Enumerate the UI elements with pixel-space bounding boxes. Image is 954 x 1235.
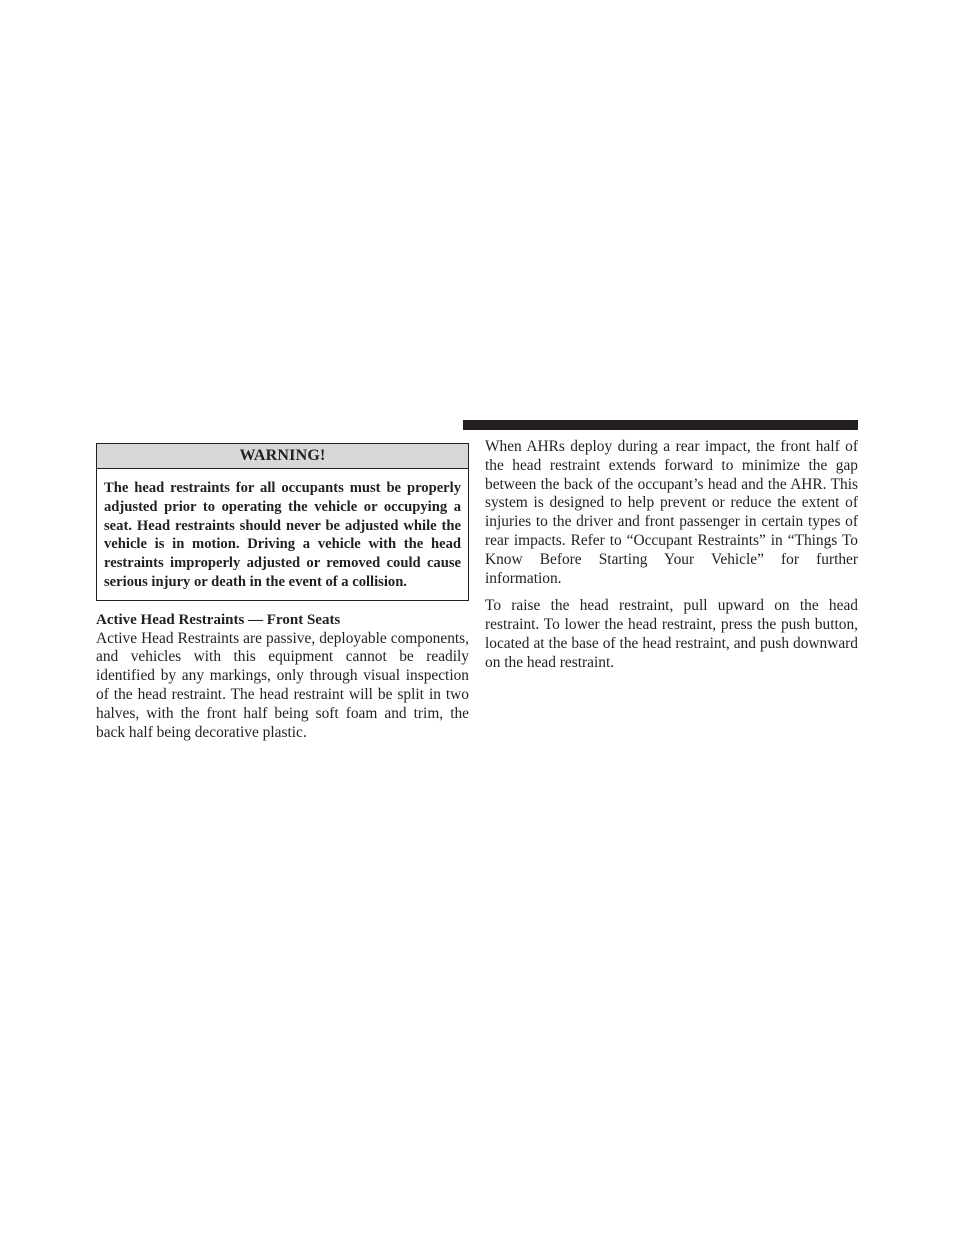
right-column bbox=[485, 438, 858, 673]
section-paragraph: Active Head Restraints are passive, deployable components, and vehicles with this equipment cannot be readily identified by any markings, only through visual inspection of the head restraint. The head restraint will be split in two halves, with the front half being soft foam and trim, the back half being decorative plastic. bbox=[96, 629, 469, 741]
warning-text: The head restraints for all occupants must be properly adjusted prior to operating the vehicle or occupying a seat. Head restraints should never be adjusted while the vehicle is in motion. Driving a vehicle with the head restraints improperly adjusted or removed could cause serious injury or death in the event of a collision. bbox=[104, 480, 461, 590]
adjustment-paragraph: To raise the head restraint, pull upward on the head restraint. To lower the head restraint, press the push button, located at the base of the head restraint, and push downward on the head restraint. bbox=[485, 597, 858, 671]
header-rule bbox=[463, 420, 858, 430]
warning-title: WARNING! bbox=[97, 444, 468, 469]
deployment-paragraph: When AHRs deploy during a rear impact, the front half of the head restraint extends forward to minimize the gap between the back of the occupant’s head and the AHR. This system is designed to help prevent or reduce the extent of injuries to the driver and front passenger in certain types of rear impacts. Refer to “Occupant Restraints” in “Things To Know Before Starting Your Vehicle” for further information. bbox=[485, 438, 858, 587]
left-column bbox=[96, 443, 469, 742]
warning-box bbox=[96, 443, 469, 601]
section-heading: Active Head Restraints — Front Seats bbox=[96, 611, 341, 628]
